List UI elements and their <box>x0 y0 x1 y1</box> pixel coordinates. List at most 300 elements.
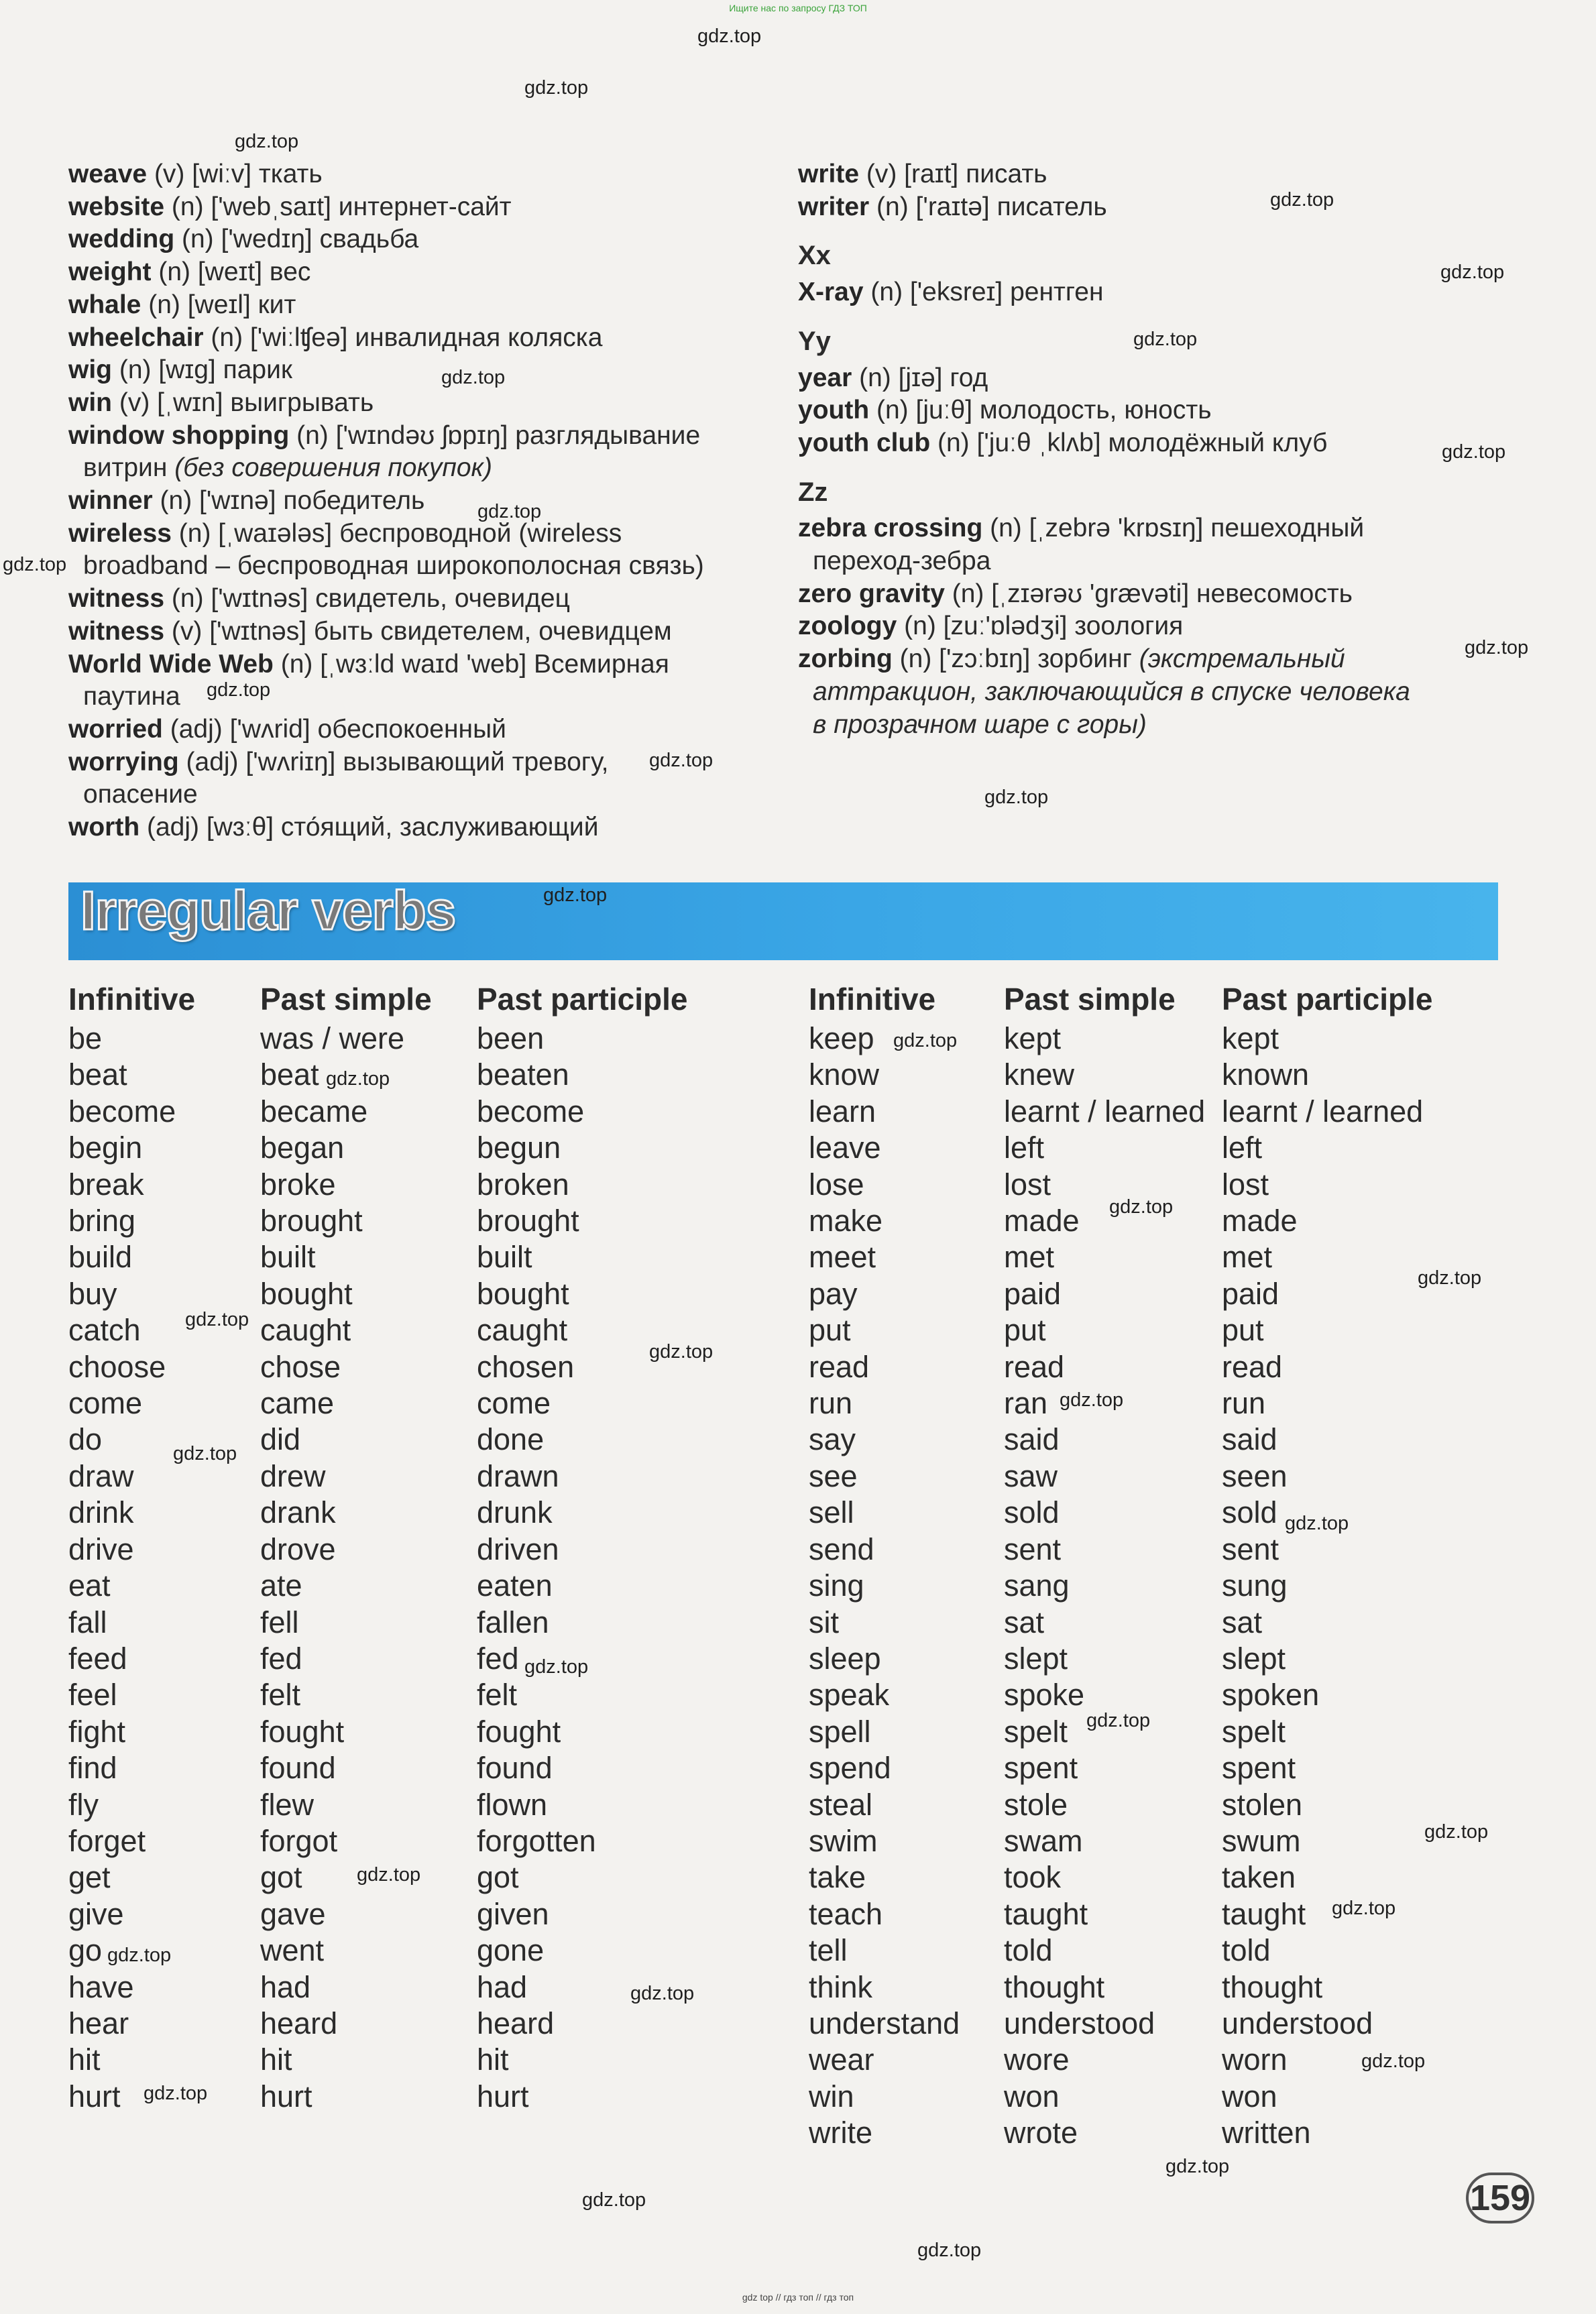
verb-past-participle: drunk <box>477 1495 553 1530</box>
header-past-participle: Past participle <box>1222 982 1433 1017</box>
dictionary-entry <box>798 427 1549 460</box>
verb-past-participle: won <box>1222 2079 1277 2114</box>
verb-infinitive: forget <box>68 1823 146 1858</box>
verb-infinitive: lose <box>809 1167 864 1202</box>
table-row <box>809 1312 1544 1348</box>
verb-past-simple: fought <box>260 1714 345 1749</box>
verb-past-participle: forgotten <box>477 1823 596 1858</box>
verb-past-participle: lost <box>1222 1167 1269 1202</box>
watermark: gdz.top <box>441 367 506 388</box>
verb-past-simple: left <box>1004 1131 1045 1165</box>
header-infinitive: Infinitive <box>809 982 936 1017</box>
table-row <box>809 1057 1544 1093</box>
verb-infinitive: build <box>68 1240 133 1275</box>
verb-past-participle: learnt / learned <box>1222 1094 1424 1129</box>
verb-past-simple: went <box>260 1933 325 1968</box>
watermark: gdz.top <box>1060 1389 1124 1411</box>
watermark: gdz.top <box>1418 1267 1482 1289</box>
headword: youth <box>798 396 870 425</box>
verb-past-simple: became <box>260 1094 368 1129</box>
verb-past-simple: lost <box>1004 1167 1051 1202</box>
headword: wig <box>68 355 112 385</box>
entry-definition: (n) [weɪt] вес <box>151 257 311 287</box>
watermark: gdz.top <box>357 1864 421 1886</box>
verb-past-simple: spelt <box>1004 1714 1068 1749</box>
table-row <box>68 1495 799 1531</box>
watermark: gdz.top <box>630 1983 695 2004</box>
top-note: Ищите нас по запросу ГДЗ ТОП <box>729 3 867 13</box>
dictionary-entry <box>68 811 793 844</box>
table-row <box>68 1167 799 1203</box>
table-row <box>809 1203 1544 1239</box>
entry-definition: (n) [ˌzɪərəʊ 'grævəti] невесомость <box>944 579 1353 608</box>
verb-past-participle: eaten <box>477 1568 553 1603</box>
letter-heading: Xx <box>798 241 831 271</box>
verb-past-simple: wore <box>1004 2042 1070 2077</box>
watermark: gdz.top <box>326 1068 390 1090</box>
dictionary-entry <box>68 616 793 648</box>
table-row <box>68 1130 799 1166</box>
entry-definition: (n) ['eksreɪ] рентген <box>863 278 1104 307</box>
verb-infinitive: see <box>809 1458 858 1493</box>
verb-infinitive: drink <box>68 1495 134 1530</box>
verb-past-simple: put <box>1004 1313 1046 1348</box>
watermark: gdz.top <box>1165 2156 1230 2177</box>
dictionary-entry <box>798 578 1549 611</box>
table-row <box>68 1057 799 1093</box>
table-row <box>68 1276 799 1312</box>
table-row <box>809 2006 1544 2042</box>
continuation-note: в прозрачном шаре с горы) <box>813 709 1147 739</box>
verb-infinitive: make <box>809 1204 883 1238</box>
verb-past-simple: got <box>260 1860 302 1895</box>
verb-past-simple: drove <box>260 1531 336 1566</box>
continuation-note: аттракцион, заключающийся в спуске человека <box>813 677 1410 706</box>
headword: winner <box>68 486 153 516</box>
watermark: gdz.top <box>1442 441 1506 463</box>
irregular-verbs-table-right <box>809 978 1544 2152</box>
table-row <box>68 1094 799 1130</box>
verb-infinitive: put <box>809 1313 851 1348</box>
header-past-participle: Past participle <box>477 982 688 1017</box>
watermark: gdz.top <box>1109 1196 1174 1218</box>
verb-infinitive: spell <box>809 1714 871 1749</box>
entry-continuation <box>68 681 793 713</box>
watermark: gdz.top <box>1270 189 1334 211</box>
headword: wheelchair <box>68 323 204 352</box>
verb-past-simple: felt <box>260 1678 301 1713</box>
verb-past-participle: met <box>1222 1240 1273 1275</box>
headword: whale <box>68 290 141 319</box>
verb-infinitive: fall <box>68 1605 107 1639</box>
verb-past-simple: flew <box>260 1787 315 1822</box>
watermark: gdz.top <box>1465 637 1529 658</box>
continuation-note: (без совершения покупок) <box>174 453 492 483</box>
verb-past-participle: flown <box>477 1787 548 1822</box>
entry-continuation <box>68 452 793 485</box>
entry-definition: (n) [wɪg] парик <box>112 355 292 385</box>
verb-past-simple: fell <box>260 1605 299 1639</box>
verb-past-participle: drawn <box>477 1458 559 1493</box>
verb-infinitive: draw <box>68 1458 134 1493</box>
headword: window shopping <box>68 420 290 450</box>
dictionary-entry <box>68 256 793 289</box>
dictionary-entry <box>68 223 793 256</box>
verb-past-participle: seen <box>1222 1458 1288 1493</box>
dictionary-entry <box>68 289 793 322</box>
verb-past-participle: told <box>1222 1933 1271 1968</box>
dictionary-entry <box>68 648 793 713</box>
table-row <box>809 1094 1544 1130</box>
continuation-text: broadband – беспроводная широкополосная связь) <box>83 551 704 581</box>
verb-infinitive: bring <box>68 1204 136 1238</box>
verb-infinitive: fly <box>68 1787 99 1822</box>
verb-infinitive: get <box>68 1860 111 1895</box>
headword: win <box>68 388 112 417</box>
table-row <box>68 1385 799 1422</box>
verb-past-simple: took <box>1004 1860 1062 1895</box>
entry-definition: (n) [zuː'ɒlədʒi] зоология <box>897 612 1184 641</box>
verb-past-simple: drank <box>260 1495 336 1530</box>
watermark: gdz.top <box>524 1656 589 1678</box>
dictionary-entry <box>68 191 793 224</box>
verb-past-simple: did <box>260 1422 301 1457</box>
verb-past-simple: beat <box>260 1057 319 1092</box>
entry-note: (экстремальный <box>1139 644 1345 674</box>
headword: worth <box>68 813 140 842</box>
verb-infinitive: meet <box>809 1240 876 1275</box>
verb-past-simple: ate <box>260 1568 302 1603</box>
verb-past-simple: learnt / learned <box>1004 1094 1206 1129</box>
entry-definition: (n) [weɪl] кит <box>141 290 296 319</box>
verb-past-simple: taught <box>1004 1896 1088 1931</box>
verb-past-simple: drew <box>260 1458 326 1493</box>
verb-infinitive: feed <box>68 1641 127 1676</box>
section-title: Irregular verbs <box>80 880 456 941</box>
table-row <box>809 2042 1544 2078</box>
verb-infinitive: hit <box>68 2042 101 2077</box>
entry-definition: (v) [wiːv] ткать <box>147 160 323 188</box>
verb-infinitive: buy <box>68 1276 117 1311</box>
verb-infinitive: beat <box>68 1057 127 1092</box>
entry-definition: (n) ['wɪtnəs] свидетель, очевидец <box>164 584 570 614</box>
verb-past-participle: had <box>477 1969 528 2004</box>
verb-infinitive: run <box>809 1386 853 1421</box>
watermark: gdz.top <box>3 554 67 575</box>
verb-past-simple: spoke <box>1004 1678 1085 1713</box>
verb-past-simple: hit <box>260 2042 292 2077</box>
letter-heading: Yy <box>798 326 831 356</box>
verb-past-participle: come <box>477 1386 551 1421</box>
verb-infinitive: send <box>809 1531 874 1566</box>
verb-past-participle: given <box>477 1896 549 1931</box>
watermark: gdz.top <box>1424 1821 1489 1843</box>
verb-past-simple: slept <box>1004 1641 1068 1676</box>
verb-past-participle: hurt <box>477 2079 529 2114</box>
verb-infinitive: break <box>68 1167 144 1202</box>
watermark: gdz.top <box>207 679 271 701</box>
verb-past-participle: made <box>1222 1204 1298 1238</box>
verb-infinitive: eat <box>68 1568 111 1603</box>
verb-infinitive: hear <box>68 2006 129 2040</box>
verb-past-participle: put <box>1222 1313 1264 1348</box>
verb-infinitive: take <box>809 1860 866 1895</box>
verb-infinitive: think <box>809 1969 873 2004</box>
verb-past-participle: kept <box>1222 1021 1279 1055</box>
table-row <box>809 1932 1544 1969</box>
verb-past-participle: begun <box>477 1131 561 1165</box>
verb-past-simple: ran <box>1004 1386 1048 1421</box>
entry-definition: (n) ['wiːlʧeə] инвалидная коляска <box>203 323 603 352</box>
entry-definition: (adj) [wɜːθ] сто́ящий, заслуживающий <box>139 813 599 842</box>
watermark: gdz.top <box>1332 1898 1396 1919</box>
continuation-text: опасение <box>83 780 198 809</box>
verb-past-participle: brought <box>477 1204 579 1238</box>
watermark: gdz.top <box>543 884 608 906</box>
verb-past-simple: kept <box>1004 1021 1062 1055</box>
verb-infinitive: steal <box>809 1787 873 1822</box>
verb-infinitive: begin <box>68 1131 143 1165</box>
watermark: gdz.top <box>1440 262 1505 283</box>
continuation-text: витрин <box>83 453 175 483</box>
dictionary-entry <box>798 276 1549 309</box>
watermark: gdz.top <box>144 2083 208 2104</box>
dictionary-left-column <box>68 158 793 844</box>
headword: witness <box>68 616 165 646</box>
verb-past-simple: brought <box>260 1204 363 1238</box>
headword: worried <box>68 714 163 744</box>
verb-past-simple: read <box>1004 1349 1065 1384</box>
table-row <box>809 1969 1544 2006</box>
verb-past-participle: sent <box>1222 1531 1279 1566</box>
entry-definition: (v) ['wɪtnəs] быть свидетелем, очевидцем <box>164 616 672 646</box>
verb-past-participle: spelt <box>1222 1714 1286 1749</box>
verb-past-participle: fed <box>477 1641 519 1676</box>
entry-continuation <box>68 778 793 811</box>
verb-infinitive: feel <box>68 1678 117 1713</box>
watermark: gdz.top <box>107 1945 172 1966</box>
dictionary-entry <box>68 518 793 583</box>
entry-definition: (n) ['webˌsaɪt] интернет-сайт <box>164 192 512 221</box>
watermark: gdz.top <box>893 1030 958 1051</box>
entry-definition: (n) [jɪə] год <box>852 363 988 392</box>
headword: zero gravity <box>798 579 945 608</box>
verb-past-participle: spent <box>1222 1751 1296 1786</box>
verb-infinitive: go <box>68 1933 103 1968</box>
verb-past-simple: heard <box>260 2006 338 2040</box>
verb-past-simple: had <box>260 1969 311 2004</box>
entry-definition: (v) [ˌwɪn] выигрывать <box>112 388 374 417</box>
dictionary-entry <box>798 512 1549 577</box>
entry-continuation <box>798 676 1549 709</box>
dictionary-entry <box>68 583 793 616</box>
table-row <box>68 1896 799 1932</box>
table-row <box>809 2079 1544 2115</box>
verb-past-simple: saw <box>1004 1458 1058 1493</box>
table-row <box>68 1531 799 1568</box>
verb-infinitive: become <box>68 1094 176 1129</box>
dictionary-entry <box>68 485 793 518</box>
verb-infinitive: understand <box>809 2006 960 2040</box>
verb-infinitive: wear <box>809 2042 874 2077</box>
entry-definition: (n) ['wɪndəʊ ʃɒpɪŋ] разглядывание <box>289 420 701 450</box>
table-row <box>809 1167 1544 1203</box>
table-row <box>809 1130 1544 1166</box>
watermark: gdz.top <box>649 750 714 771</box>
verb-infinitive: speak <box>809 1678 890 1713</box>
verb-past-participle: beaten <box>477 1057 569 1092</box>
table-header-row <box>68 978 799 1021</box>
table-row <box>809 1787 1544 1823</box>
dictionary-entry <box>68 387 793 420</box>
verb-past-simple: made <box>1004 1204 1080 1238</box>
verb-past-simple: gave <box>260 1896 326 1931</box>
table-row <box>68 1203 799 1239</box>
verb-past-participle: become <box>477 1094 585 1129</box>
verb-past-participle: thought <box>1222 1969 1323 2004</box>
verb-infinitive: teach <box>809 1896 883 1931</box>
verb-infinitive: fight <box>68 1714 126 1749</box>
entry-definition: (n) ['juːθ ˌklʌb] молодёжный клуб <box>930 428 1328 457</box>
table-row <box>68 1750 799 1786</box>
table-row <box>68 1239 799 1275</box>
verb-infinitive: say <box>809 1422 856 1457</box>
verb-past-participle: stolen <box>1222 1787 1303 1822</box>
dictionary-entry <box>798 158 1549 191</box>
verb-past-simple: came <box>260 1386 335 1421</box>
table-row <box>809 1458 1544 1495</box>
table-row <box>809 1349 1544 1385</box>
verb-past-participle: paid <box>1222 1276 1279 1311</box>
table-row <box>68 1714 799 1750</box>
verb-past-simple: sat <box>1004 1605 1045 1639</box>
headword: year <box>798 363 852 392</box>
verb-past-simple: spent <box>1004 1751 1078 1786</box>
verb-past-simple: paid <box>1004 1276 1062 1311</box>
verb-past-participle: read <box>1222 1349 1283 1384</box>
verb-infinitive: swim <box>809 1823 878 1858</box>
dictionary-entry <box>68 713 793 746</box>
verb-past-participle: fought <box>477 1714 561 1749</box>
entry-definition: (n) [juːθ] молодость, юность <box>869 396 1212 425</box>
headword: zoology <box>798 612 897 641</box>
dictionary-entry <box>798 191 1549 224</box>
verb-past-participle: taken <box>1222 1860 1296 1895</box>
entry-definition: (n) ['raɪtə] писатель <box>869 192 1107 221</box>
verb-past-participle: felt <box>477 1678 518 1713</box>
headword: worrying <box>68 747 179 776</box>
verb-past-simple: sang <box>1004 1568 1070 1603</box>
verb-past-participle: sung <box>1222 1568 1288 1603</box>
verb-infinitive: drive <box>68 1531 134 1566</box>
headword: website <box>68 192 165 221</box>
page-number: 159 <box>1466 2173 1534 2223</box>
dictionary-right-column <box>798 158 1549 741</box>
table-row <box>68 1641 799 1677</box>
table-row <box>68 1021 799 1057</box>
table-row <box>809 1568 1544 1604</box>
header-infinitive: Infinitive <box>68 982 196 1017</box>
verb-past-participle: understood <box>1222 2006 1373 2040</box>
headword: wireless <box>68 518 172 548</box>
verb-past-participle: sold <box>1222 1495 1277 1530</box>
verb-infinitive: learn <box>809 1094 876 1129</box>
verb-past-simple: told <box>1004 1933 1053 1968</box>
verb-past-participle: broken <box>477 1167 569 1202</box>
verb-infinitive: give <box>68 1896 124 1931</box>
headword: writer <box>798 192 870 221</box>
table-row <box>809 1385 1544 1422</box>
verb-past-simple: broke <box>260 1167 336 1202</box>
watermark: gdz.top <box>173 1443 237 1464</box>
verb-infinitive: have <box>68 1969 134 2004</box>
dictionary-entry <box>68 354 793 387</box>
verb-past-participle: sat <box>1222 1605 1263 1639</box>
verb-past-participle: swum <box>1222 1823 1301 1858</box>
table-row <box>809 1859 1544 1896</box>
verb-past-simple: found <box>260 1751 336 1786</box>
header-past-simple: Past simple <box>1004 982 1176 1017</box>
headword: wedding <box>68 225 175 254</box>
watermark: gdz.top <box>582 2189 646 2211</box>
table-row <box>68 1787 799 1823</box>
headword: weave <box>68 160 148 188</box>
table-row <box>68 1568 799 1604</box>
entry-definition: (adj) ['wʌrid] обеспокоенный <box>162 714 506 744</box>
header-past-simple: Past simple <box>260 982 432 1017</box>
table-row <box>809 1714 1544 1750</box>
verb-infinitive: find <box>68 1751 117 1786</box>
verb-past-simple: sent <box>1004 1531 1062 1566</box>
entry-definition: (n) [ˌzebrə 'krɒsɪŋ] пешеходный <box>982 514 1365 543</box>
verb-past-participle: slept <box>1222 1641 1286 1676</box>
verb-infinitive: tell <box>809 1933 848 1968</box>
verb-past-participle: fallen <box>477 1605 549 1639</box>
watermark: gdz.top <box>1361 2050 1426 2072</box>
verb-infinitive: do <box>68 1422 103 1457</box>
verb-past-participle: spoken <box>1222 1678 1320 1713</box>
continuation-text: паутина <box>83 682 180 711</box>
watermark: gdz.top <box>235 131 299 152</box>
verb-past-simple: met <box>1004 1240 1055 1275</box>
verb-past-participle: hit <box>477 2042 509 2077</box>
watermark: gdz.top <box>649 1341 714 1363</box>
entry-definition: (n) [ˌwaɪələs] беспроводной (wireless <box>171 518 622 548</box>
headword: witness <box>68 584 165 614</box>
dictionary-entry <box>798 643 1549 741</box>
verb-past-participle: chosen <box>477 1349 575 1384</box>
verb-past-participle: taught <box>1222 1896 1306 1931</box>
verb-past-simple: sold <box>1004 1495 1060 1530</box>
dictionary-entry <box>68 420 793 485</box>
watermark: gdz.top <box>185 1309 249 1330</box>
table-row <box>68 1677 799 1713</box>
watermark: gdz.top <box>1285 1513 1349 1534</box>
verb-past-participle: done <box>477 1422 545 1457</box>
verb-past-participle: driven <box>477 1531 559 1566</box>
headword: weight <box>68 257 152 287</box>
dictionary-entry <box>68 158 793 191</box>
entry-definition: (adj) ['wʌriɪŋ] вызывающий тревогу, <box>178 747 609 776</box>
verb-infinitive: read <box>809 1349 870 1384</box>
verb-infinitive: leave <box>809 1131 881 1165</box>
verb-infinitive: pay <box>809 1276 858 1311</box>
bottom-note: gdz top // гдз топ // гдз топ <box>742 2292 854 2303</box>
verb-past-simple: swam <box>1004 1823 1083 1858</box>
verb-past-participle: known <box>1222 1057 1310 1092</box>
verb-infinitive: write <box>809 2116 873 2150</box>
watermark: gdz.top <box>697 25 762 47</box>
